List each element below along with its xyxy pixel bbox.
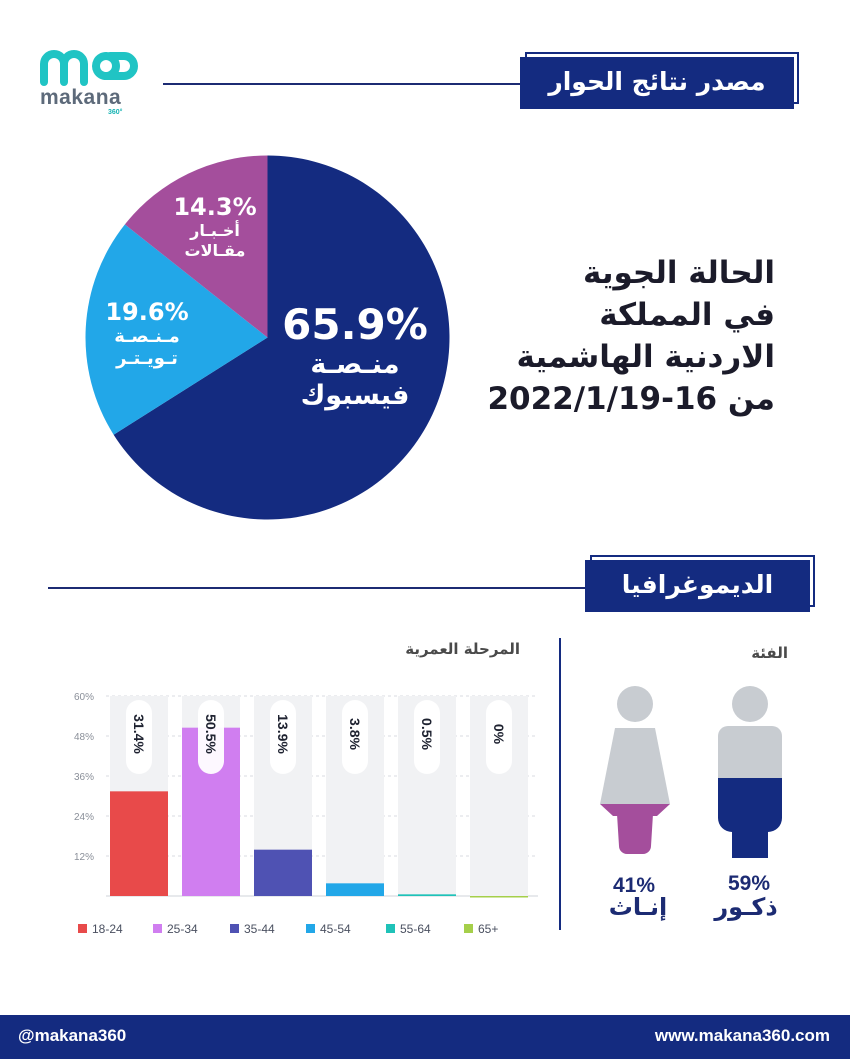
legend-swatch-35-44: [230, 924, 239, 933]
legend-swatch-65-plus: [464, 924, 473, 933]
legend-label-18-24: 18-24: [92, 922, 123, 936]
male-label: ذكـور: [714, 893, 778, 921]
female-label: إنـاث: [608, 893, 668, 921]
age-legend: [78, 922, 538, 942]
header-rule: [163, 83, 523, 85]
pie-label-twitter: [92, 298, 202, 370]
y-tick-label: 36%: [74, 772, 95, 783]
footer-bar: [0, 1015, 850, 1059]
y-tick-label: 48%: [74, 732, 95, 743]
y-tick-label: 24%: [74, 812, 95, 823]
pie-line1-articles: أخـبـار: [190, 221, 240, 240]
legend-label-65-plus: 65+: [478, 922, 499, 936]
female-percent: 41%: [613, 874, 656, 897]
demographics-rule: [48, 587, 588, 589]
gender-chart-title: الفئة: [751, 644, 788, 662]
female-icon: [595, 686, 675, 866]
bar-18-24: [110, 791, 168, 896]
legend-item-25-34: [153, 922, 198, 936]
age-chart-title: المرحلة العمرية: [405, 640, 520, 658]
footer-website: www.makana360.com: [654, 1026, 830, 1045]
legend-item-45-54: [306, 922, 351, 936]
legend-swatch-55-64: [386, 924, 395, 933]
pie-pct-articles: 14.3%: [173, 193, 257, 221]
headline-line-1: الحالة الجوية: [583, 255, 775, 291]
bar-value-label: 31.4%: [131, 714, 147, 754]
makana-logo: [40, 44, 140, 124]
legend-label-35-44: 35-44: [244, 922, 275, 936]
bar-value-label: 0%: [491, 723, 507, 745]
male-percent: 59%: [728, 872, 771, 895]
section-divider: [559, 638, 561, 930]
y-tick-label: 60%: [74, 692, 95, 703]
legend-item-35-44: [230, 922, 275, 936]
pie-line1-facebook: منـصـة: [310, 349, 400, 380]
legend-item-65-plus: [464, 922, 498, 936]
legend-label-55-64: 55-64: [400, 922, 431, 936]
pie-line1-twitter: مـنـصـة: [114, 326, 180, 347]
bar-55-64: [398, 894, 456, 896]
legend-item-18-24: [78, 922, 123, 936]
bar-value-label: 50.5%: [203, 714, 219, 754]
legend-swatch-18-24: [78, 924, 87, 933]
bar-45-54: [326, 883, 384, 896]
legend-label-25-34: 25-34: [167, 922, 198, 936]
section-title-demographics: الديموغرافيا: [585, 560, 810, 612]
bar-value-label: 3.8%: [347, 718, 363, 750]
pie-line2-facebook: فيسبوك: [300, 380, 410, 411]
section-title-source: مصدر نتائج الحوار: [520, 57, 794, 109]
headline: [445, 252, 775, 420]
footer-handle: @makana360: [18, 1026, 127, 1045]
bar-35-44: [254, 850, 312, 896]
headline-line-4: من 16-2022/1/19: [487, 381, 775, 417]
logo-suffix: 360°: [108, 109, 123, 116]
age-bar-chart: [70, 688, 540, 903]
legend-label-45-54: 45-54: [320, 922, 351, 936]
pie-label-facebook: [280, 300, 430, 412]
pie-pct-twitter: 19.6%: [105, 298, 189, 326]
male-icon: [710, 686, 790, 866]
headline-line-2: في المملكة: [599, 297, 775, 333]
pie-line2-articles: مقـالات: [184, 241, 246, 260]
legend-swatch-45-54: [306, 924, 315, 933]
pie-pct-facebook: 65.9%: [282, 300, 428, 349]
bar-65-plus: [470, 896, 528, 898]
pie-label-articles: [165, 193, 265, 261]
y-tick-label: 12%: [74, 852, 95, 863]
legend-swatch-25-34: [153, 924, 162, 933]
pie-line2-twitter: تـويـتـر: [116, 348, 178, 369]
bar-value-label: 0.5%: [419, 718, 435, 750]
headline-line-3: الاردنية الهاشمية: [516, 339, 775, 375]
bar-value-label: 13.9%: [275, 714, 291, 754]
legend-item-55-64: [386, 922, 431, 936]
logo-wordmark: makana: [40, 86, 122, 109]
